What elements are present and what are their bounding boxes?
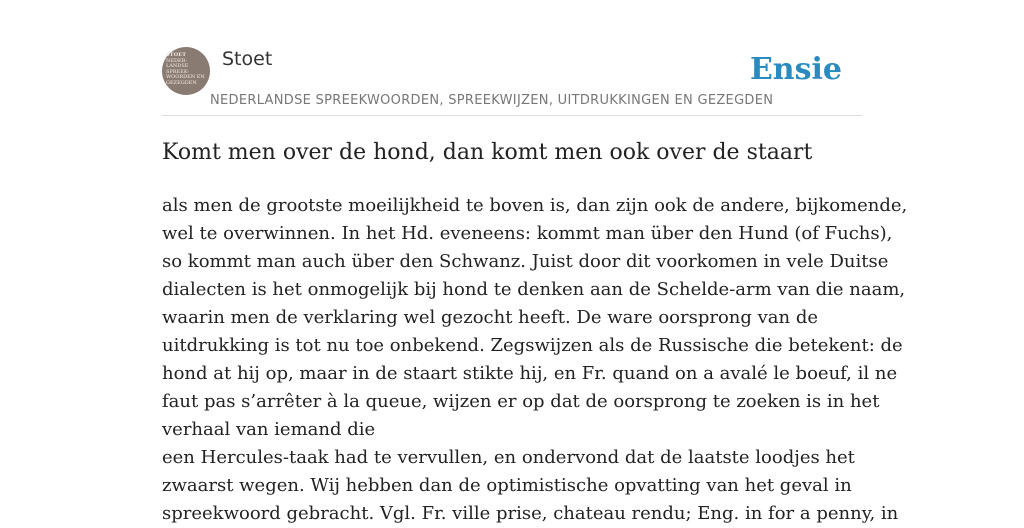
body-line: als men de grootste moeilijkheid te boven is, dan zijn ook de andere, bijkomende, (162, 195, 908, 216)
brand-logo[interactable]: Ensie (749, 52, 842, 87)
body-line: spreekwoord gebracht. Vgl. Fr. ville prise, chateau rendu; Eng. in for a penny, in (162, 503, 899, 524)
avatar-text-line: GEZEGDEN (166, 79, 197, 86)
body-line: een Hercules-taak had te vervullen, en ondervond dat de laatste loodjes het (162, 447, 855, 468)
body-line: hond at hij op, maar in de staart stikte hij, en Fr. quand on a avalé le boeuf, il ne (162, 363, 898, 384)
avatar[interactable] (162, 47, 210, 95)
body-line: zwaarst wegen. Wij hebben dan de optimistische opvatting van het geval in (162, 475, 852, 496)
avatar-text-line: WOORDEN EN (166, 74, 205, 81)
body-line: wel te overwinnen. In het Hd. eveneens: kommt man über den Hund (of Fuchs), (162, 223, 893, 244)
body-line: uitdrukking is tot nu toe onbekend. Zegswijzen als de Russische die betekent: de (162, 335, 903, 356)
body-line: faut pas s’arrêter à la queue, wijzen er op dat de oorsprong te zoeken is in het (162, 391, 880, 412)
entry-body (162, 192, 908, 528)
header (162, 44, 862, 116)
body-line: dialecten is het onmogelijk bij hond te denken aan de Schelde-arm van die naam, (162, 279, 906, 300)
source-subtitle-link[interactable]: NEDERLANDSE SPREEKWOORDEN, SPREEKWIJZEN, UITDRUKKINGEN EN GEZEGDEN (210, 93, 774, 108)
avatar-text-line: NEDER- (166, 57, 188, 64)
entry-title: Komt men over de hond, dan komt men ook over de staart (162, 140, 813, 165)
avatar-text-line: LANDSE (166, 63, 189, 70)
author-link[interactable]: Stoet (222, 48, 273, 70)
avatar-text-line: SPREEK- (166, 68, 189, 75)
body-line: waarin men de verklaring wel gezocht heeft. De ware oorsprong van de (162, 307, 819, 328)
body-line: so kommt man auch über den Schwanz. Juist door dit voorkomen in vele Duitse (162, 251, 889, 272)
avatar-text-line: STOET (166, 52, 187, 58)
body-line: verhaal van iemand die (162, 419, 376, 440)
